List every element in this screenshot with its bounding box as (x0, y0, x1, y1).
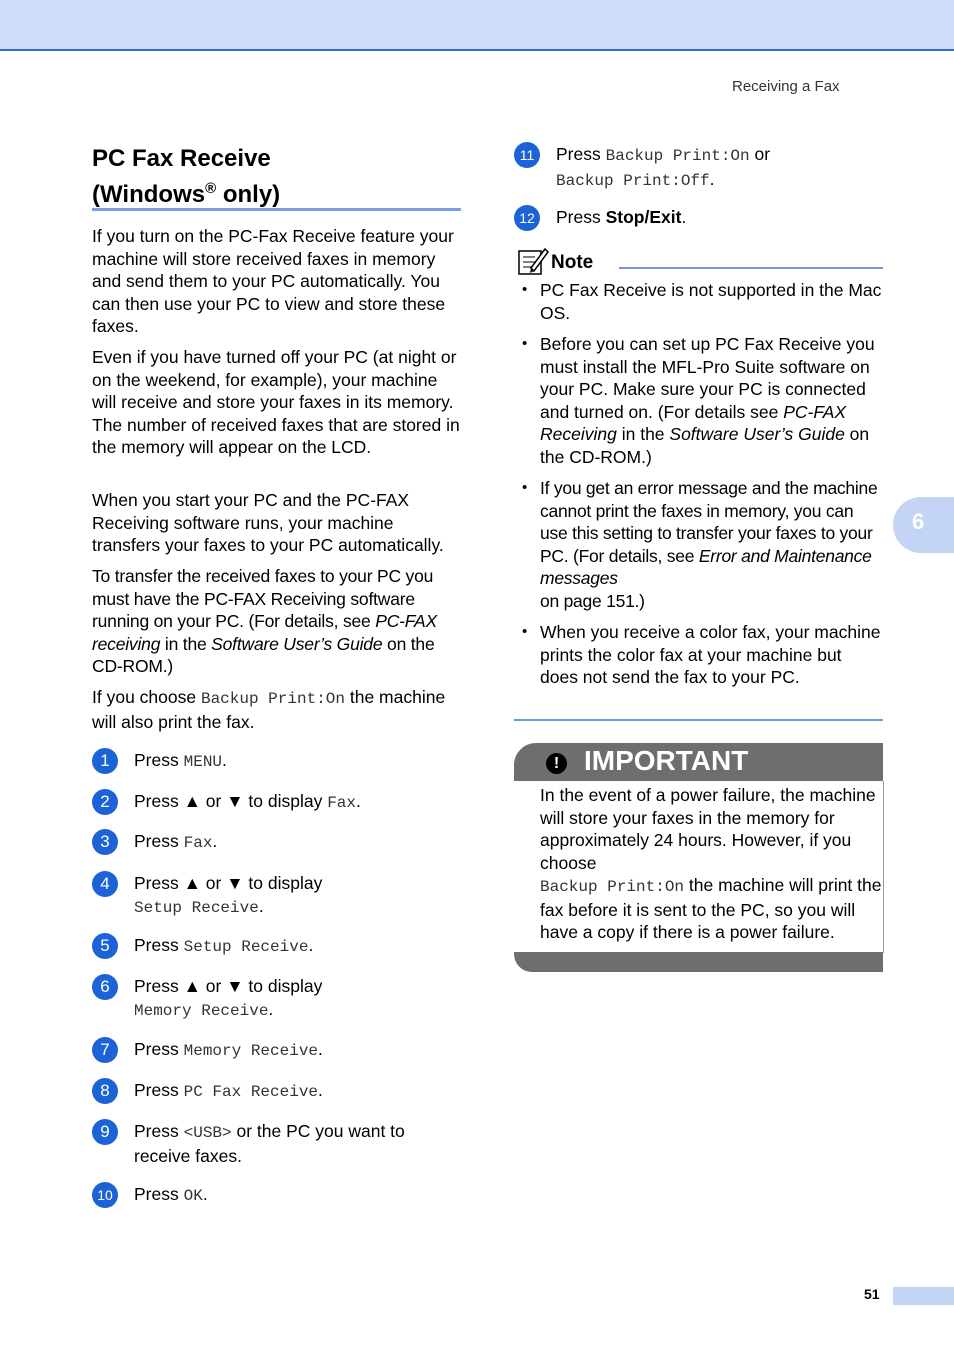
registered-mark: ® (205, 180, 217, 197)
step-text-end: . (318, 1080, 323, 1100)
step-number-badge: 10 (92, 1182, 118, 1208)
important-text (540, 784, 884, 944)
step-text-end: . (202, 1184, 208, 1204)
step-number-badge: 6 (92, 974, 118, 1000)
step-text: Press (134, 831, 184, 851)
title-line1: PC Fax Receive (92, 145, 271, 172)
step-text: Press (134, 1121, 184, 1141)
step-code: PC Fax Receive (183, 1083, 319, 1101)
p4-text2: in the (160, 633, 212, 654)
step-code: MENU (183, 753, 223, 771)
paragraph-2: Even if you have turned off your PC (at night or on the weekend, for example), your machine will receive and store your faxes in its memory. The number of received faxes that are stored in the memory will appear on the LCD. (92, 347, 460, 457)
note-ref: Error and Maintenance messages (540, 545, 872, 588)
step-code: Setup Receive (134, 899, 259, 917)
note-ref: PC-FAX Receiving (540, 401, 847, 444)
important-footer (514, 952, 883, 972)
running-head: Receiving a Fax (732, 78, 840, 95)
step-text-end: or the PC you want to receive faxes. (134, 1121, 405, 1166)
header-band (0, 0, 954, 51)
step-number-badge: 11 (514, 142, 540, 168)
important-label: IMPORTANT (584, 745, 749, 776)
note-item: • When you receive a color fax, your machine prints the color fax at your machine but does not send the fax to your PC. (522, 621, 884, 689)
step-text: Press ▲ or ▼ to display (134, 791, 328, 811)
step-code: Fax (183, 834, 213, 852)
title-rule (92, 208, 461, 211)
important-header (514, 743, 883, 781)
title-line2-pre: (Windows (92, 181, 206, 208)
page-number-tab (893, 1287, 954, 1305)
step-text-end: . (318, 1039, 323, 1059)
step-number-badge: 3 (92, 829, 118, 855)
step-text-end: . (709, 169, 715, 189)
p5-text: If you choose (92, 687, 201, 707)
step-number-badge: 7 (92, 1037, 118, 1063)
note-text: in the (616, 424, 670, 444)
title-line2-post: only) (216, 181, 281, 208)
p5-text2: the machine will also print the fax. (92, 687, 446, 732)
p4-guide: Software User’s Guide (211, 633, 383, 654)
step-number-badge: 1 (92, 748, 118, 774)
step-text: Press (134, 1184, 184, 1204)
note-item (522, 477, 884, 612)
paragraph-3: When you start your PC and the PC-FAX Receiving software runs, your machine transfers your faxes to your PC automatically. (92, 490, 444, 555)
step-text: Press ▲ or ▼ to display (134, 976, 323, 996)
step-text-mid: or (749, 144, 771, 164)
note-item: • PC Fax Receive is not supported in the Mac OS. (522, 279, 884, 324)
important-text-b: the machine will print the fax before it is sent to the PC, so you will have a copy if there is a power failure. (540, 875, 882, 942)
note-text: on page 151.) (540, 590, 645, 611)
important-text-a: In the event of a power failure, the machine will store your faxes in the memory for approximately 24 hours. However, if you choose (540, 785, 876, 873)
step-number-badge: 8 (92, 1078, 118, 1104)
step-text-end: . (222, 750, 227, 770)
step-text: Press (556, 207, 606, 227)
step-number-badge: 4 (92, 871, 118, 897)
step-number-badge: 9 (92, 1119, 118, 1145)
step-text-end: . (268, 999, 274, 1019)
note-text: Before you can set up PC Fax Receive you must install the MFL-Pro Suite software on your PC. Make sure your PC is connected and turned on. (For details see (540, 334, 875, 422)
step-text: Press ▲ or ▼ to display (134, 873, 323, 893)
step-text: Press (134, 935, 184, 955)
paragraph-1: If you turn on the PC-Fax Receive feature your machine will store received faxes in memory and send them to your PC automatically. You can then use your PC to view and store these faxes. (92, 226, 454, 336)
note-text: If you get an error message and the machine cannot print the faxes in memory, you can use this setting to transfer your faxes to your PC. (For details, see (540, 478, 878, 566)
step-text: Press (134, 1039, 184, 1059)
step-code: <USB> (183, 1124, 232, 1142)
note-list (522, 279, 884, 698)
paragraph-5 (92, 686, 464, 733)
stop-exit-key: Stop/Exit (605, 207, 682, 227)
step-code: Memory Receive (134, 1002, 269, 1020)
page-number: 51 (864, 1286, 880, 1302)
chapter-number: 6 (912, 509, 925, 534)
step-code: Fax (327, 794, 356, 812)
step-code-2: Backup Print:Off (556, 172, 710, 190)
step-text-end: . (212, 831, 218, 851)
step-number-badge: 5 (92, 933, 118, 959)
step-code: OK (183, 1187, 203, 1205)
step-code: Backup Print:On (605, 147, 750, 165)
paragraph-4 (92, 565, 464, 678)
step-text: Press (134, 750, 184, 770)
chapter-tab (893, 497, 954, 553)
step-text: Press (134, 1080, 184, 1100)
step-number-badge: 12 (514, 205, 540, 231)
note-rule (619, 267, 883, 269)
step-text-end: . (356, 791, 361, 811)
step-text-end: . (258, 896, 264, 916)
step-text-end: . (308, 935, 314, 955)
note-pencil-icon (517, 246, 549, 276)
note-end-rule (514, 719, 883, 721)
section-title (92, 144, 280, 210)
note-text: on the CD-ROM.) (540, 424, 870, 467)
note-label: Note (551, 252, 594, 273)
p4-ref: PC-FAX receiving (92, 611, 437, 654)
exclamation-icon: ! (546, 753, 567, 774)
p4-text3: on the CD-ROM.) (92, 633, 435, 676)
note-guide: Software User’s Guide (669, 424, 845, 444)
step-text-end: . (681, 207, 687, 227)
note-item (522, 333, 884, 468)
p5-code: Backup Print:On (200, 690, 345, 708)
step-code: Setup Receive (183, 938, 309, 956)
step-text: Press (556, 144, 606, 164)
important-code: Backup Print:On (540, 878, 685, 896)
step-number-badge: 2 (92, 789, 118, 815)
step-code: Memory Receive (183, 1042, 319, 1060)
p4-text: To transfer the received faxes to your PC you must have the PC-FAX Receiving software running on your PC. (For details, see (92, 566, 434, 631)
